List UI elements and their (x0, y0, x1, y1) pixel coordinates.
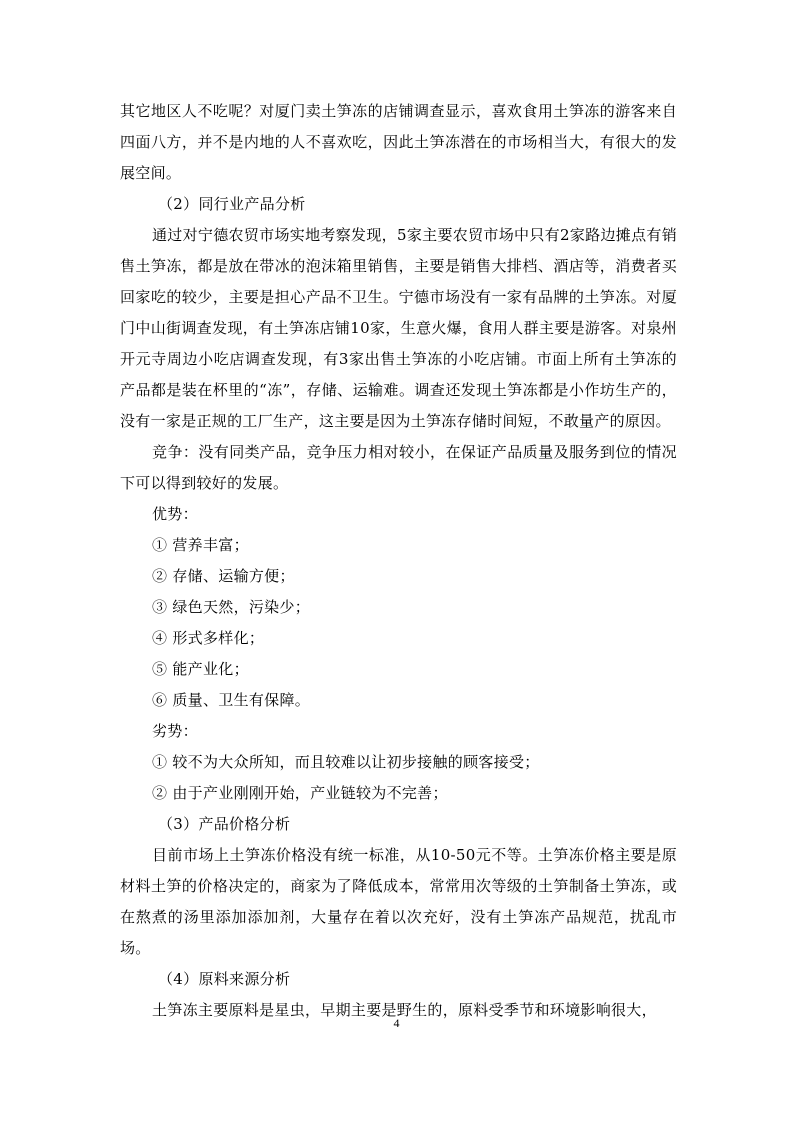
page-number: 4 (393, 1016, 400, 1030)
section-heading-materials: （4）原料来源分析 (158, 970, 291, 988)
paragraph-materials: 土笋冻主要原料是星虫，早期主要是野生的，原料受季节和环境影响很大， (152, 1001, 657, 1019)
disadvantage-item: ① 较不为大众所知，而且较难以让初步接触的顾客接受； (152, 753, 540, 771)
advantages-label: 优势： (152, 505, 198, 523)
disadvantage-item: ② 由于产业刚刚开始，产业链较为不完善； (152, 784, 448, 802)
section-heading-price: （3）产品价格分析 (158, 815, 291, 833)
paragraph-market-survey: 通过对宁德农贸市场实地考察发现，5家主要农贸市场中只有2家路边摊点有销售土笋冻，都是放在带冰的泡沫箱里销售，主要是销售大排档、酒店等，消费者买回家吃的较少，主要是担心产品不卫生。宁德市场没有一家有品牌的土笋冻。对厦门中山街调查发现，有土笋冻店铺10家，生意火爆，食用人群主要是游客。对泉州开元寺周边小吃店调查发现，有3家出售土笋冻的小吃店铺。市面上所有土笋冻的产品都是装在杯里的“冻”，存储、运输难。调查还发现土笋冻都是小作坊生产的，没有一家是正规的工厂生产，这主要是因为土笋冻存储时间短，不敢量产的原因。 (120, 226, 677, 430)
section-heading-competitors: （2）同行业产品分析 (158, 195, 306, 213)
advantage-item: ⑤ 能产业化； (152, 660, 249, 678)
document-body (120, 96, 677, 1026)
paragraph-competition: 竞争：没有同类产品，竞争压力相对较小，在保证产品质量及服务到位的情况下可以得到较好的发展。 (120, 443, 677, 492)
advantage-item: ⑥ 质量、卫生有保障。 (152, 691, 311, 709)
advantage-item: ④ 形式多样化； (152, 629, 265, 647)
advantage-item: ① 营养丰富； (152, 536, 249, 554)
advantage-item: ② 存储、运输方便； (152, 567, 295, 585)
disadvantages-label: 劣势： (152, 722, 198, 740)
paragraph-continued: 其它地区人不吃呢？对厦门卖土笋冻的店铺调查显示，喜欢食用土笋冻的游客来自四面八方，并不是内地的人不喜欢吃，因此土笋冻潜在的市场相当大，有很大的发展空间。 (120, 102, 677, 182)
paragraph-price: 目前市场上土笋冻价格没有统一标准，从10-50元不等。土笋冻价格主要是原材料土笋的价格决定的，商家为了降低成本，常常用次等级的土笋制备土笋冻，或在熬煮的汤里添加添加剂，大量存在着以次充好，没有土笋冻产品规范，扰乱市场。 (120, 846, 677, 957)
advantage-item: ③ 绿色天然，污染少； (152, 598, 311, 616)
